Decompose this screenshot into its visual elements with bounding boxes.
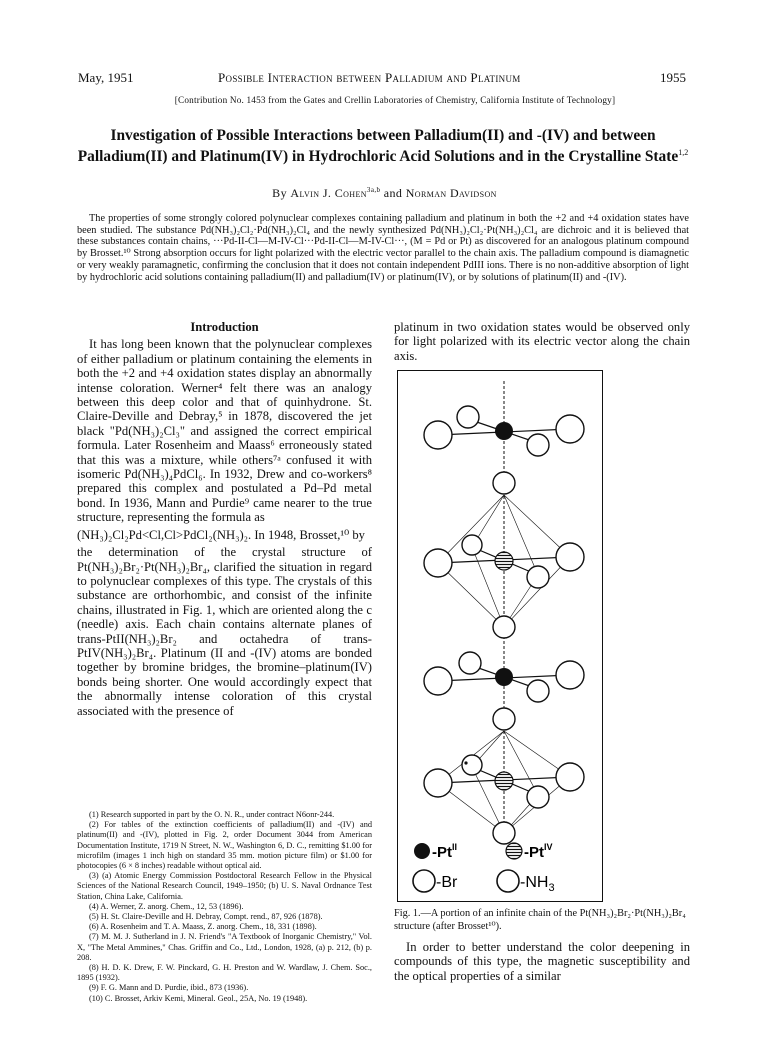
legend-br-label: -Br xyxy=(436,874,458,891)
footnote-1: (1) Research supported in part by the O. N. R., under contract N6onr-244. xyxy=(89,810,335,819)
pt2-unit-middle xyxy=(424,652,584,702)
abstract xyxy=(77,213,689,283)
formula-line: (NH₃)₂Cl₂Pd<Cl,Cl>PdCl₂(NH₃)₂. In 1948, Brosset,¹⁰ by xyxy=(77,527,365,542)
nh3-atom xyxy=(424,549,452,577)
figure-1-crystal-chain xyxy=(397,370,603,902)
pt2-atom xyxy=(495,668,513,686)
pt4-atom xyxy=(495,552,513,570)
nh3-atom xyxy=(424,769,452,797)
chain-structure-diagram xyxy=(398,371,604,903)
br-atom xyxy=(527,566,549,588)
br-bridge-atom xyxy=(493,708,515,730)
footnote-3: (3) (a) Atomic Energy Commission Postdoctoral Research Fellow in the Physical Sciences of the National Research Council, 1949–1950; (b) U. S. Naval Ordnance Test Station, China Lake, California. xyxy=(77,871,372,901)
author-davidson: Norman Davidson xyxy=(405,186,497,200)
nh3-atom xyxy=(424,421,452,449)
legend-pt4-label: $-Pt^{IV}$ xyxy=(524,842,553,861)
legend-pt4-marker xyxy=(506,843,522,859)
br-atom xyxy=(527,786,549,808)
right-column-top: platinum in two oxidation states would be observed only for light polarized with its electric vector along the chain axis. xyxy=(394,320,690,363)
footnote-8: (8) H. D. K. Drew, F. W. Pinckard, G. H. Preston and W. Wardlaw, J. Chem. Soc., 1895 (1932). xyxy=(77,963,372,983)
legend-nh3-marker xyxy=(497,870,519,892)
pt4-atom xyxy=(495,772,513,790)
br-atom xyxy=(459,652,481,674)
footnote-7: (7) M. M. J. Sutherland in J. N. Friend's "A Textbook of Inorganic Chemistry," Vol. X, "The Metal Ammines," Chas. Griffin and Co., Ltd., London, 1928, (a) p. 212, (b) p. 208. xyxy=(77,932,372,962)
footnote-5: (5) H. St. Claire-Deville and H. Debray, Compt. rend., 87, 926 (1878). xyxy=(89,912,323,922)
intro-paragraph: It has long been known that the polynuclear complexes of either palladium or platinum containing the elements in both the +2 and +4 oxidation states display an abnormally intense coloration. Werner⁴ felt there was an analogy between this deep color and that of quinhydrone. St. Claire-Deville and Debray,⁵ in 1878, discovered the jet black "Pd(NH₃)₂Cl₃" and assigned the correct empirical formula. Later Rosenheim and Maass⁶ erroneously stated that this was a mixture, while others⁷ᵃ confused it with isomeric Pd(NH₃)₄PdCl₆. In 1932, Drew and co-workers⁸ prepared this complex and postulated a Pd–Pd metal bond. In 1936, Mann and Purdie⁹ came nearer to the true structure, representing the formula as xyxy=(77,337,372,525)
nh3-atom xyxy=(556,661,584,689)
nh3-atom xyxy=(556,543,584,571)
br-bridge-atom xyxy=(493,822,515,844)
pt2-atom xyxy=(495,422,513,440)
footnote-9: (9) F. G. Mann and D. Purdie, ibid., 873 (1936). xyxy=(89,983,249,993)
nh3-atom xyxy=(556,415,584,443)
nh3-atom xyxy=(556,763,584,791)
intro-paragraph-cont: the determination of the crystal structure of Pt(NH₃)₂Br₂·Pt(NH₃)₂Br₄, clarified the situation in regard to polynuclear complexes of this type. The crystals of this substance are orthorhombic, and consist of the infinite chains, illustrated in Fig. 1, which are oriented along the c (needle) axis. Each chain contains alternate planes of trans-PtII(NH₃)₂Br₂ and octahedra of trans-PtIV(NH₃)₂Br₄. Platinum (II and -(IV) atoms are bonded together by bromine bridges, the bromine–platinum(IV) bonds being shorter. One would accordingly expect that the abnormally intense coloration of this crystal associated with the presence of xyxy=(77,545,372,718)
right-column-bottom: In order to better understand the color deepening in compounds of this type, the magnetic susceptibility and the optical properties of a similar xyxy=(394,940,690,983)
article-title: Investigation of Possible Interactions between Palladium(II) and -(IV) and between Palladium(II) and Platinum(IV) in Hydrochloric Acid Solutions and in the Crystalline State$^{1,2}$ xyxy=(77,127,689,166)
legend-pt2-label: $-Pt^{II}$ xyxy=(432,842,458,861)
legend-br-marker xyxy=(413,870,435,892)
br-atom xyxy=(527,434,549,456)
running-title: Possible Interaction between Palladium and Platinum xyxy=(218,70,521,85)
page-number: 1955 xyxy=(660,70,686,85)
author-cohen: Alvin J. Cohen xyxy=(290,186,367,200)
abstract-paragraph: The properties of some strongly colored polynuclear complexes containing palladium and platinum in both the +2 and +4 oxidation states have been studied. The substance Pd(NH₃)₂Cl₂·Pd(NH₃)₂Cl₄ and the newly synthesized Pd(NH₃)₂Cl₂·Pt(NH₃)₂Cl₄ are dichroic and it is believed that these substances contain chains, ···Pd-II-Cl—M-IV-Cl···Pd-II-Cl—M-IV-Cl···, (M = Pd or Pt) as discovered for an analogous platinum compound by Brosset.¹⁰ Strong absorption occurs for light polarized with the electric vector parallel to the chain axis. The palladium compound is diamagnetic or very weakly paramagnetic, confirming the conclusion that it does not contain independent PdIII ions. There is no non-additive absorption of light by hydrochloric acid solutions containing palladium(II) and palladium(IV) or platinum(IV), or by solutions of platinum(II) and -(IV). xyxy=(77,213,689,283)
br-atom xyxy=(457,406,479,428)
nh3-atom xyxy=(424,667,452,695)
br-bridge-atom xyxy=(493,616,515,638)
footnote-2: (2) For tables of the extinction coefficients of palladium(II) and -(IV) and platinum(II) and -(IV), plotted in Fig. 2, order Document 3044 from American Documentation Institute, 1719 N Street, N. W., Washington 6, D. C., remitting $1.00 for microfilm (images 1 inch high on standard 35 mm. motion picture film) or $1.00 for photocopies (6 × 8 inches) readable without optical aid. xyxy=(77,820,372,871)
footnote-6: (6) A. Rosenheim and T. A. Maass, Z. anorg. Chem., 18, 331 (1898). xyxy=(89,922,317,932)
legend-nh3-label: $-NH_3$ xyxy=(520,874,555,894)
br-atom xyxy=(462,535,482,555)
br-atom xyxy=(527,680,549,702)
br-atom xyxy=(462,755,482,775)
figure-legend xyxy=(413,842,555,894)
footnote-10: (10) C. Brosset, Arkiv Kemi, Mineral. Geol., 25A, No. 19 (1948). xyxy=(89,993,308,1003)
header-date: May, 1951 xyxy=(78,70,134,85)
byline: By Alvin J. Cohen$^{3a,b}$ and Norman Davidson xyxy=(272,186,497,200)
footnotes xyxy=(77,810,372,1004)
figure-caption: Fig. 1.—A portion of an infinite chain of the Pt(NH₃)₂Br₂·Pt(NH₃)₂Br₄ structure (after Brosset¹⁰). xyxy=(394,908,686,932)
legend-pt2-marker xyxy=(414,843,430,859)
br-bridge-atom xyxy=(493,472,515,494)
left-column xyxy=(77,320,372,718)
contribution-note: [Contribution No. 1453 from the Gates and Crellin Laboratories of Chemistry, California Institute of Technology] xyxy=(174,95,616,105)
footnote-4: (4) A. Werner, Z. anorg. Chem., 12, 53 (1896). xyxy=(89,901,244,911)
section-heading-introduction: Introduction xyxy=(190,320,259,334)
